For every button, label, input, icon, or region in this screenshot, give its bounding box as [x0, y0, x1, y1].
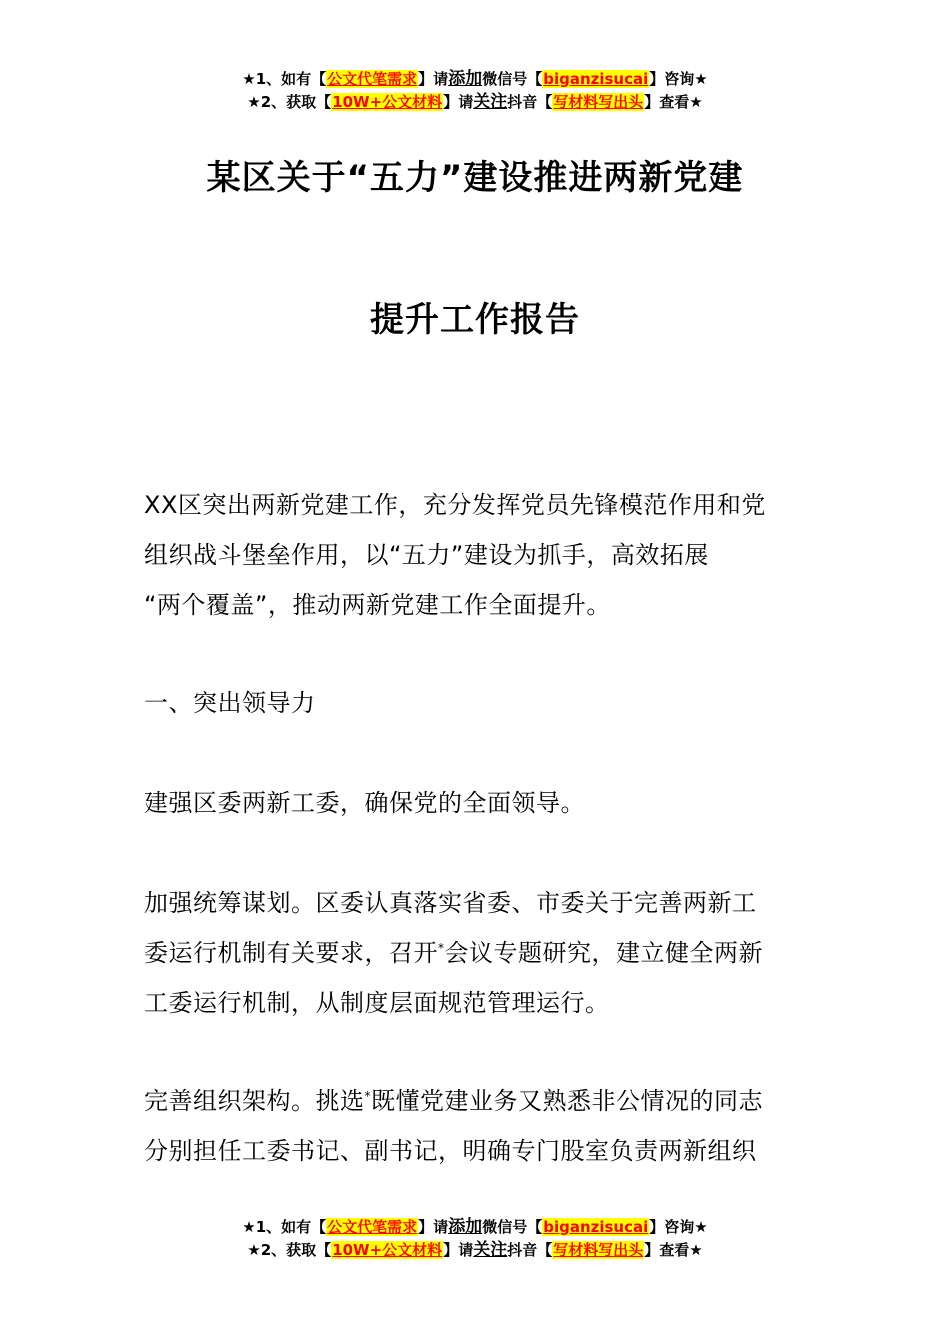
highlight-materials: 10W+公文材料: [332, 93, 443, 111]
highlight-materials: 10W+公文材料: [332, 1241, 443, 1259]
highlight-wechat-id: biganzisucai: [543, 1218, 649, 1236]
footer-notice: [0, 1216, 950, 1262]
paragraph-structure: 完善组织架构。挑选*既懂党建业务又熟悉非公情况的同志 分别担任工委书记、副书记，明确专门股室负责两新组织: [144, 1087, 763, 1165]
intro-paragraph: XX区突出两新党建工作，充分发挥党员先锋模范作用和党 组织战斗堡垒作用，以“五力”建设为抓手，高效拓展 “两个覆盖”，推动两新党建工作全面提升。: [144, 491, 766, 619]
highlight-douyin-account: 写材料写出头: [553, 1241, 644, 1259]
document-title-line-2: 提升工作报告: [370, 300, 580, 340]
highlight-wechat-id: biganzisucai: [543, 70, 649, 88]
notice-line-1: ★1、如有【公文代笔需求】请添加微信号【biganzisucai】咨询★: [242, 69, 708, 89]
section-heading-1: 一、突出领导力: [144, 689, 316, 717]
highlight-douyin-account: 写材料写出头: [553, 93, 644, 111]
document-title-line-1: 某区关于“五力”建设推进两新党建: [206, 158, 744, 198]
redaction-mark: *: [364, 1089, 371, 1103]
paragraph-planning: 加强统筹谋划。区委认真落实省委、市委关于完善两新工 委运行机制有关要求，召开*会议专题研究，建立健全两新 工委运行机制，从制度层面规范管理运行。: [144, 889, 763, 1017]
notice-line-2: ★2、获取【10W+公文材料】请关注抖音【写材料写出头】查看★: [247, 1240, 703, 1260]
notice-line-1: ★1、如有【公文代笔需求】请添加微信号【biganzisucai】咨询★: [242, 1217, 708, 1237]
redaction-mark: *: [438, 941, 445, 955]
notice-line-2: ★2、获取【10W+公文材料】请关注抖音【写材料写出头】查看★: [247, 92, 703, 112]
highlight-service: 公文代笔需求: [327, 1218, 418, 1236]
header-notice: [0, 68, 950, 114]
highlight-service: 公文代笔需求: [327, 70, 418, 88]
subsection-heading: 建强区委两新工委，确保党的全面领导。: [144, 789, 585, 817]
